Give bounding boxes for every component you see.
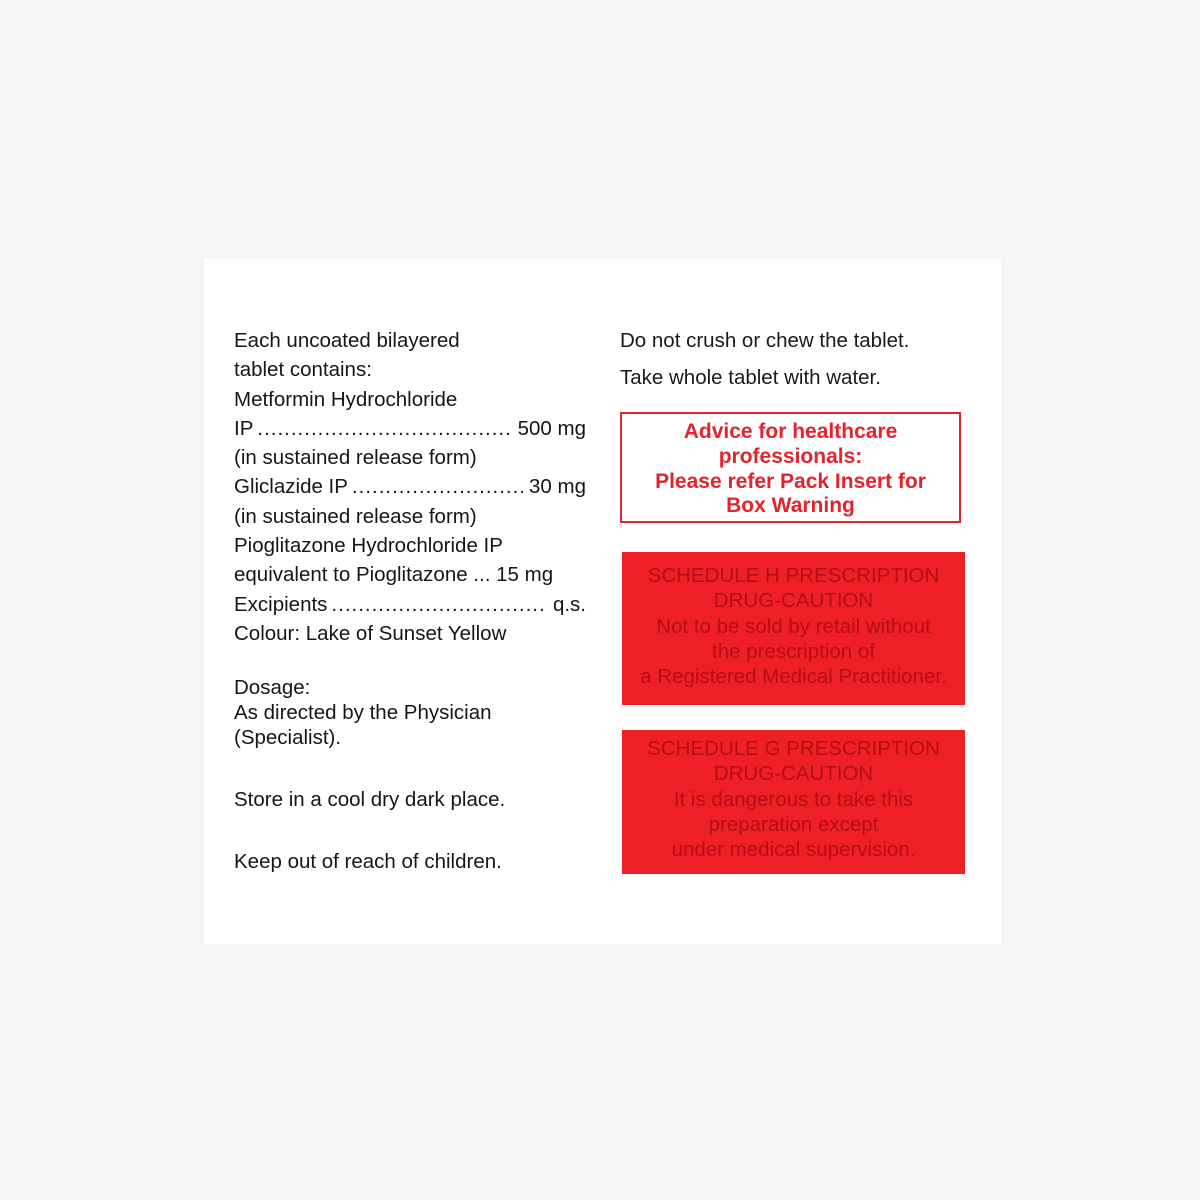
gliclazide-strength-row <box>234 472 586 501</box>
storage-instruction: Store in a cool dry dark place. <box>234 788 506 812</box>
schedule-g-line-5: under medical supervision. <box>671 838 916 862</box>
dot-leader <box>257 414 511 443</box>
excipients-row <box>234 590 586 619</box>
schedule-h-line-5: a Registered Medical Practitioner. <box>640 665 947 689</box>
schedule-g-line-3: It is dangerous to take this <box>673 787 914 811</box>
swallow-whole-instruction: Take whole tablet with water. <box>620 366 881 389</box>
metformin-amount: 500 mg <box>517 416 586 440</box>
dot-leader <box>331 590 547 619</box>
dosage-line-2: (Specialist). <box>234 726 342 750</box>
advice-line-4: Box Warning <box>726 494 855 518</box>
gliclazide-amount: 30 mg <box>529 475 586 499</box>
metformin-strength-row <box>234 414 586 443</box>
gliclazide-release-form: (in sustained release form) <box>234 504 477 528</box>
advice-line-3: Please refer Pack Insert for <box>655 469 926 493</box>
storage-block <box>234 785 586 814</box>
metformin-name: Metformin Hydrochloride <box>234 387 458 411</box>
schedule-h-caution-box <box>622 552 965 705</box>
composition-intro-line-1: Each uncoated bilayered <box>234 329 460 352</box>
schedule-g-line-1: SCHEDULE G PRESCRIPTION <box>647 737 940 760</box>
pioglitazone-line-1: Pioglitazone Hydrochloride IP <box>234 534 503 558</box>
excipients-amount: q.s. <box>552 592 586 616</box>
no-crush-instruction: Do not crush or chew the tablet. <box>620 329 910 352</box>
colour-statement: Colour: Lake of Sunset Yellow <box>234 621 507 645</box>
children-warning-block <box>234 847 586 876</box>
dot-leader <box>352 472 523 501</box>
schedule-g-line-4: preparation except <box>708 812 879 836</box>
children-warning: Keep out of reach of children. <box>234 849 502 873</box>
schedule-g-caution-box <box>622 730 965 874</box>
schedule-h-line-3: Not to be sold by retail without <box>656 614 931 638</box>
dosage-block <box>234 675 586 750</box>
medicine-carton-label <box>204 258 1001 944</box>
advice-line-2: professionals: <box>718 444 863 468</box>
schedule-g-line-2: DRUG-CAUTION <box>713 762 874 786</box>
healthcare-advice-box <box>620 412 961 523</box>
composition-column <box>234 326 586 876</box>
excipients-name: Excipients <box>234 592 328 616</box>
schedule-h-line-4: the prescription of <box>712 639 875 663</box>
advice-line-1: Advice for healthcare <box>683 420 898 443</box>
pioglitazone-line-2: equivalent to Pioglitazone ... 15 mg <box>234 563 554 587</box>
schedule-h-line-1: SCHEDULE H PRESCRIPTION <box>647 564 940 587</box>
gliclazide-name: Gliclazide IP <box>234 475 348 499</box>
metformin-release-form: (in sustained release form) <box>234 446 477 470</box>
composition-intro-line-2: tablet contains: <box>234 358 372 382</box>
metformin-ip: IP <box>234 416 254 440</box>
dosage-heading: Dosage: <box>234 676 311 700</box>
schedule-h-line-2: DRUG-CAUTION <box>713 589 874 613</box>
dosage-line-1: As directed by the Physician <box>234 701 492 725</box>
